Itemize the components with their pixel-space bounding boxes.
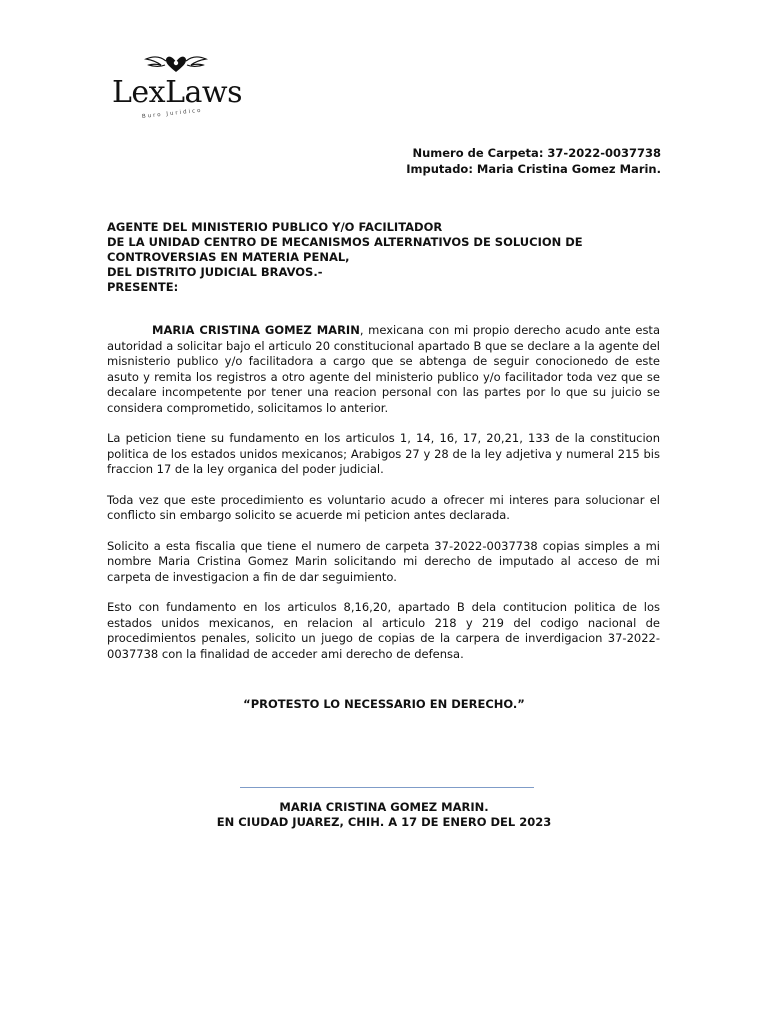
logo-tagline: Buro Juridico (141, 107, 203, 120)
defendant-name: Imputado: Maria Cristina Gomez Marin. (406, 162, 661, 176)
paragraph-text: , mexicana con mi propio derecho acudo ante esta autoridad a solicitar bajo el articulo 20 constitucional apartado B que se declare a la agente del misnisterio publico y/o facilitadora a cargo que se abtenga de seguir conocionedo de este asuto y remita los registros a otro agente del ministerio publico y/o facilitador toda vez que se decalare incompetente por tener una reacion personal con las partes por lo que su juicio se considera comprometido, solicitamos lo anterior. (107, 323, 660, 415)
case-number: Numero de Carpeta: 37-2022-0037738 (412, 146, 661, 160)
paragraph-legal-basis: La peticion tiene su fundamento en los articulos 1, 14, 16, 17, 20,21, 133 de la constitucion politica de los estados unidos mexicanos; Arabigos 27 y 28 de la ley adjetiva y numeral 215 bis fraccion 17 de la ley organica del poder judicial. (107, 431, 660, 476)
addressee-line: DE LA UNIDAD CENTRO DE MECANISMOS ALTERNATIVOS DE SOLUCION DE (107, 235, 583, 249)
letter-body (107, 323, 660, 677)
paragraph-copies-request: Solicito a esta fiscalia que tiene el numero de carpeta 37-2022-0037738 copias simples a mi nombre Maria Cristina Gomez Marin solicitando mi derecho de imputado al acceso de mi carpeta de investigacion a fin de dar seguimiento. (107, 538, 660, 584)
paragraph-request (107, 323, 660, 416)
addressee-line: PRESENTE: (107, 280, 179, 294)
protest-statement: “PROTESTO LO NECESSARIO EN DERECHO.” (243, 697, 525, 711)
paragraph-defense: Esto con fundamento en los articulos 8,16,20, apartado B dela contitucion politica de los estados unidos mexicanos, en relacion al articulo 218 y 219 del codigo nacional de procedimientos penales, solicito un juego de copias de la carpera de inverdigacion 37-2022-0037738 con la finalidad de acceder ami derecho de defensa. (107, 600, 660, 661)
place-date: EN CIUDAD JUAREZ, CHIH. A 17 DE ENERO DEL 2023 (216, 815, 552, 829)
lexlaws-logo (112, 52, 242, 132)
addressee-line: CONTROVERSIAS EN MATERIA PENAL, (107, 250, 350, 264)
petitioner-name: MARIA CRISTINA GOMEZ MARIN (152, 323, 360, 337)
signature-block (0, 800, 768, 830)
case-info (406, 145, 661, 177)
addressee-block (107, 220, 667, 295)
signer-name: MARIA CRISTINA GOMEZ MARIN. (279, 800, 489, 814)
addressee-line: AGENTE DEL MINISTERIO PUBLICO Y/O FACILITADOR (107, 220, 443, 234)
paragraph-voluntary: Toda vez que este procedimiento es voluntario acudo a ofrecer mi interes para solucionar el conflicto sin embargo solicito se acuerde mi peticion antes declarada. (107, 492, 660, 522)
addressee-line: DEL DISTRITO JUDICIAL BRAVOS.- (107, 265, 323, 279)
logo-wordmark: LexLaws (112, 75, 242, 110)
signature-line (240, 787, 534, 788)
